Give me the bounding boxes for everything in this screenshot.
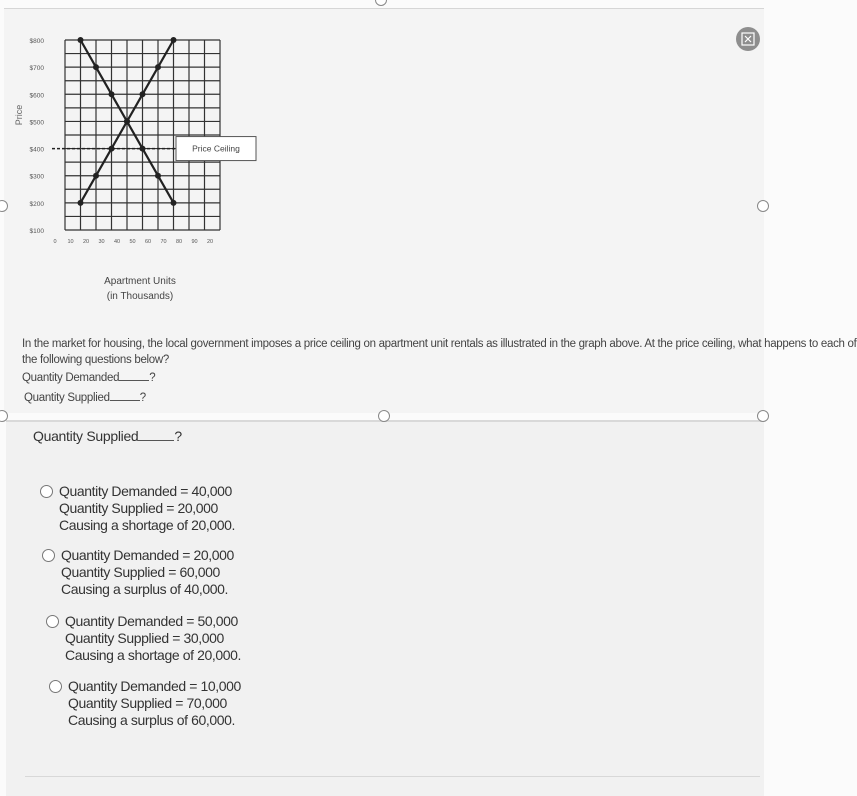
radio-button[interactable] <box>46 615 59 628</box>
radio-button[interactable] <box>49 680 62 693</box>
option-result: Causing a surplus of 60,000. <box>68 712 236 728</box>
demand-point <box>171 200 177 206</box>
qs-prompt <box>24 390 146 404</box>
option-supplied: Quantity Supplied = 60,000 <box>61 564 220 580</box>
y-tick-label: $400 <box>29 146 44 154</box>
radio-button[interactable] <box>42 549 55 562</box>
question-text <box>22 336 857 368</box>
x-axis-label: Apartment Units <box>104 276 176 287</box>
answer-panel <box>6 420 764 796</box>
qd-question-mark: ? <box>149 372 156 384</box>
x-tick-label: 20 <box>206 239 214 245</box>
supply-point <box>155 64 161 70</box>
option-supplied: Quantity Supplied = 20,000 <box>59 500 218 516</box>
x-tick-label: 90 <box>191 239 198 245</box>
option-supplied: Quantity Supplied = 30,000 <box>65 630 224 646</box>
answer-option-4[interactable] <box>49 678 241 729</box>
radio-button[interactable] <box>40 485 53 498</box>
resize-handle-bottom-right[interactable] <box>757 410 769 422</box>
y-axis-label: Price <box>14 104 24 126</box>
x-tick-label: 60 <box>144 239 152 245</box>
qs-blank <box>110 390 140 401</box>
answer-option-3[interactable] <box>46 613 241 664</box>
supply-point <box>171 37 177 43</box>
x-tick-label: 30 <box>98 239 105 245</box>
qs-question-mark: ? <box>139 392 146 404</box>
divider <box>25 776 760 777</box>
x-axis-label-units: (in Thousands) <box>106 291 174 302</box>
price-ceiling-chart <box>0 0 769 330</box>
demand-point <box>140 146 146 152</box>
qs-prompt-label: Quantity Supplied <box>24 392 110 404</box>
x-tick-label: 70 <box>160 239 167 245</box>
answer-heading-question-mark: ? <box>174 428 182 444</box>
option-result: Causing a shortage of 20,000. <box>59 517 235 533</box>
demand-point <box>93 64 99 70</box>
supply-point <box>140 91 146 97</box>
option-demanded: Quantity Demanded = 40,000 <box>59 483 232 499</box>
supply-point <box>78 200 84 206</box>
y-tick-label: $100 <box>29 228 44 235</box>
y-tick-label: $800 <box>29 38 44 45</box>
supply-point <box>109 146 115 152</box>
y-tick-label: $200 <box>29 200 44 208</box>
demand-point <box>155 173 161 179</box>
y-tick-label: $700 <box>29 65 44 73</box>
answer-heading-label: Quantity Supplied <box>33 428 139 444</box>
supply-point <box>93 173 99 179</box>
x-tick-label: 0 <box>53 239 57 245</box>
question-line-2: the following questions below? <box>22 354 169 366</box>
option-result: Causing a shortage of 20,000. <box>65 647 241 663</box>
qd-prompt-label: Quantity Demanded <box>22 372 120 384</box>
supply-point <box>124 118 130 124</box>
answer-heading-blank <box>138 428 174 441</box>
answer-option-2[interactable] <box>42 547 234 598</box>
x-tick-label: 50 <box>129 239 136 245</box>
question-line-1: In the market for housing, the local government imposes a price ceiling on apartment unit rentals as illustrated in the graph above. At the price ceiling, what happens to each of <box>22 338 857 350</box>
option-demanded: Quantity Demanded = 50,000 <box>65 613 238 629</box>
x-tick-label: 80 <box>175 239 183 245</box>
answer-heading <box>33 428 182 444</box>
x-tick-label: 10 <box>67 239 74 245</box>
option-demanded: Quantity Demanded = 20,000 <box>61 547 234 563</box>
option-supplied: Quantity Supplied = 70,000 <box>68 695 227 711</box>
y-tick-label: $300 <box>29 173 44 181</box>
option-result: Causing a surplus of 40,000. <box>61 581 229 597</box>
x-tick-label: 20 <box>82 239 90 245</box>
y-tick-label: $600 <box>29 92 44 100</box>
resize-handle-bottom[interactable] <box>378 410 390 422</box>
price-ceiling-label: Price Ceiling <box>192 143 240 154</box>
option-demanded: Quantity Demanded = 10,000 <box>68 678 241 694</box>
x-tick-label: 40 <box>113 239 121 245</box>
demand-point <box>109 91 115 97</box>
demand-point <box>78 37 84 43</box>
answer-option-1[interactable] <box>40 483 235 534</box>
y-tick-label: $500 <box>29 119 44 127</box>
qd-prompt <box>22 370 155 384</box>
qd-blank <box>119 370 149 381</box>
